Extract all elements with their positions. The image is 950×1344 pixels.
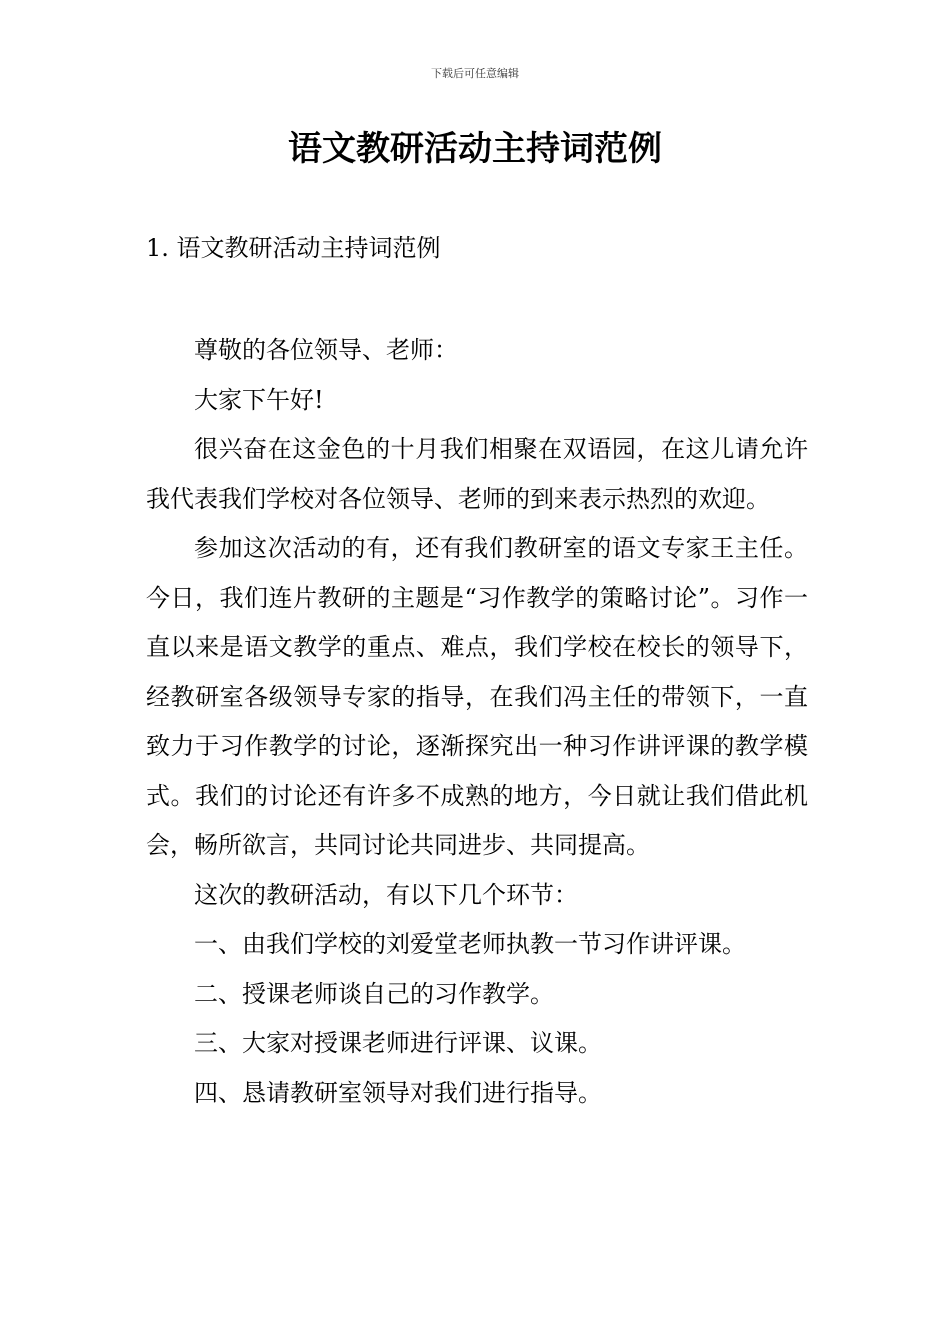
document-body (146, 326, 808, 1118)
paragraph-agenda-intro: 这次的教研活动，有以下几个环节： (194, 880, 578, 909)
document-title: 语文教研活动主持词范例 (288, 129, 662, 169)
header-note: 下载后可任意编辑 (431, 67, 519, 80)
agenda-item-1: 一、由我们学校的刘爱堂老师执教一节习作讲评课。 (194, 930, 746, 958)
agenda-item-4: 四、恳请教研室领导对我们进行指导。 (194, 1078, 602, 1107)
paragraph-welcome: 很兴奋在这金色的十月我们相聚在双语园，在这儿请允许我代表我们学校对各位领导、老师的到来表示热烈的欢迎。 (146, 435, 808, 513)
paragraph-greeting: 尊敬的各位领导、老师： (194, 336, 458, 364)
section-heading: 1. 语文教研活动主持词范例 (146, 234, 441, 262)
agenda-item-2: 二、授课老师谈自己的习作教学。 (194, 979, 554, 1008)
paragraph-theme: 参加这次活动的有，还有我们教研室的语文专家王主任。今日，我们连片教研的主题是“习作教学的策略讨论”。习作一直以来是语文教学的重点、难点，我们学校在校长的领导下，经教研室各级领导专家的指导，在我们冯主任的带领下，一直致力于习作教学的讨论，逐渐探究出一种习作讲评课的教学模式。我们的讨论还有许多不成熟的地方，今日就让我们借此机会，畅所欲言，共同讨论共同进步、共同提高。 (146, 534, 808, 859)
paragraph-salutation: 大家下午好! (194, 385, 324, 414)
agenda-item-3: 三、大家对授课老师进行评课、议课。 (194, 1029, 602, 1057)
